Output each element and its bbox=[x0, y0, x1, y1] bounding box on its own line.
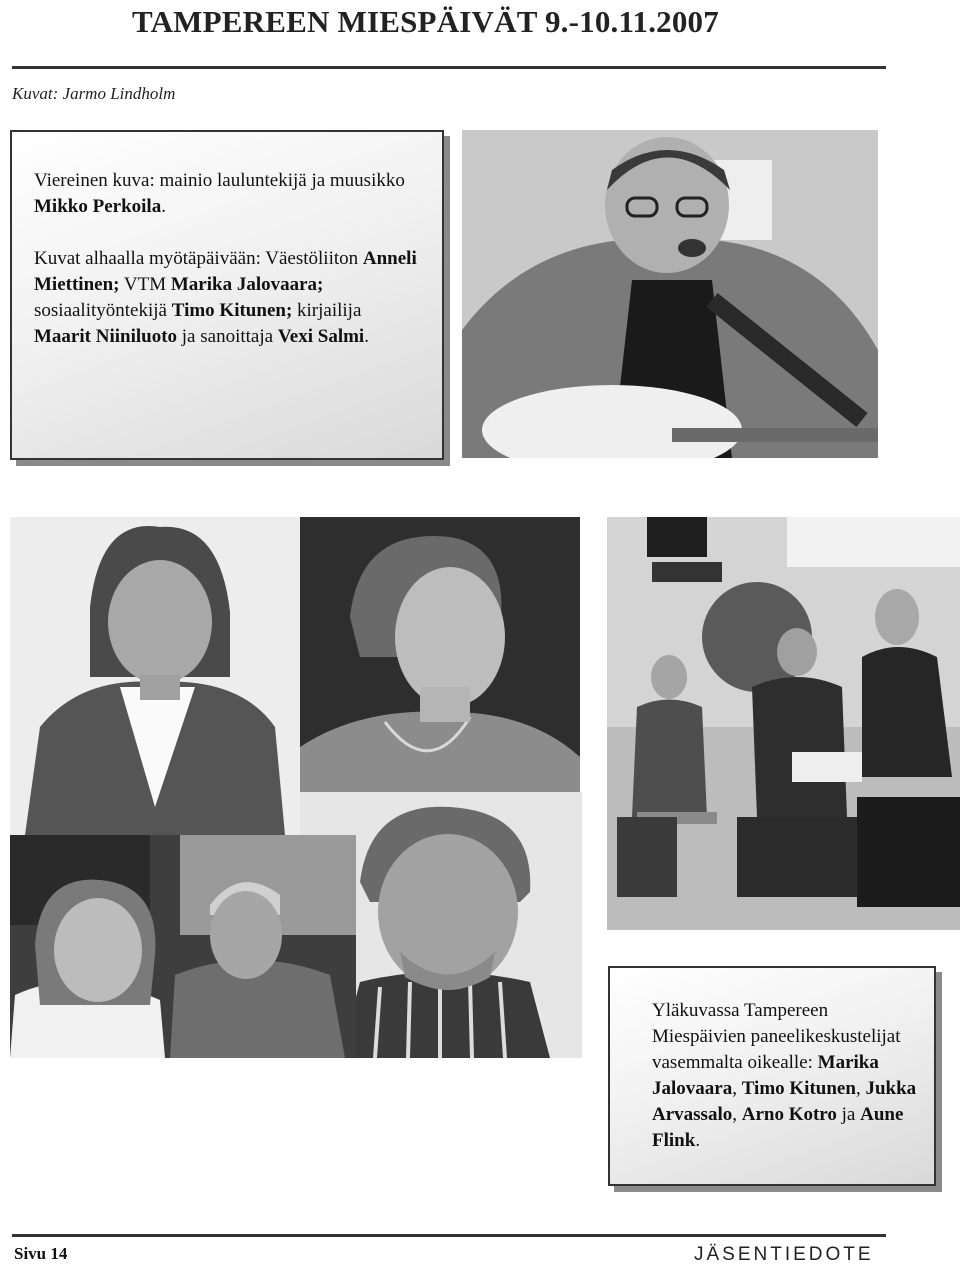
person-name: Aune Flink bbox=[652, 1104, 904, 1151]
caption-box-top bbox=[10, 130, 444, 460]
caption-text: sosiaalityöntekijä bbox=[34, 300, 172, 321]
photo-guitarist bbox=[462, 130, 878, 458]
photo-woman-portrait bbox=[10, 517, 300, 835]
caption-text: ja sanoittaja bbox=[177, 326, 278, 347]
page-number: Sivu 14 bbox=[14, 1244, 68, 1263]
photo-woman-profile bbox=[300, 517, 580, 792]
caption-text: . bbox=[161, 196, 166, 217]
photo-couple-seated bbox=[10, 835, 356, 1058]
caption-text: Kuvat alhaalla myötäpäivään: Väestöliiton bbox=[34, 248, 363, 269]
caption-text: . bbox=[695, 1130, 701, 1151]
caption-box-bottom bbox=[608, 966, 936, 1186]
caption-text: Viereinen kuva: mainio lauluntekijä ja muusikko bbox=[34, 170, 405, 191]
person-name: Arno Kotro bbox=[741, 1104, 837, 1125]
caption-text: , bbox=[732, 1078, 742, 1099]
caption-text: VTM bbox=[119, 274, 171, 295]
caption-bottom-paragraph bbox=[652, 998, 920, 1154]
photo-credit: Kuvat: Jarmo Lindholm bbox=[12, 84, 176, 103]
caption-top-paragraph-1 bbox=[34, 168, 422, 220]
footer-divider bbox=[12, 1234, 886, 1237]
caption-text: . bbox=[364, 326, 369, 347]
person-name: Mikko Perkoila bbox=[34, 196, 162, 217]
caption-text: Yläkuvassa Tampereen Miespäivien paneelikeskustelijat vasemmalta oikealle: bbox=[652, 1000, 901, 1073]
person-name: Maarit Niiniluoto bbox=[34, 326, 178, 347]
person-name: Anneli Miettinen; bbox=[34, 248, 417, 295]
person-name: Vexi Salmi bbox=[277, 326, 365, 347]
caption-top-paragraph-2 bbox=[34, 246, 422, 350]
person-name: Timo Kitunen; bbox=[171, 300, 293, 321]
publication-name: JÄSENTIEDOTE bbox=[694, 1244, 874, 1265]
caption-text: ja bbox=[836, 1104, 861, 1125]
person-name: Marika Jalovaara bbox=[652, 1052, 879, 1099]
caption-text: , bbox=[732, 1104, 742, 1125]
caption-text: kirjailija bbox=[292, 300, 362, 321]
person-name: Timo Kitunen bbox=[741, 1078, 856, 1099]
photo-panel-discussion bbox=[607, 517, 960, 930]
page-title: TAMPEREEN MIESPÄIVÄT 9.-10.11.2007 bbox=[132, 4, 719, 39]
header-divider bbox=[12, 66, 886, 69]
person-name: Marika Jalovaara; bbox=[170, 274, 324, 295]
caption-text: , bbox=[855, 1078, 866, 1099]
person-name: Jukka Arvassalo bbox=[652, 1078, 917, 1125]
